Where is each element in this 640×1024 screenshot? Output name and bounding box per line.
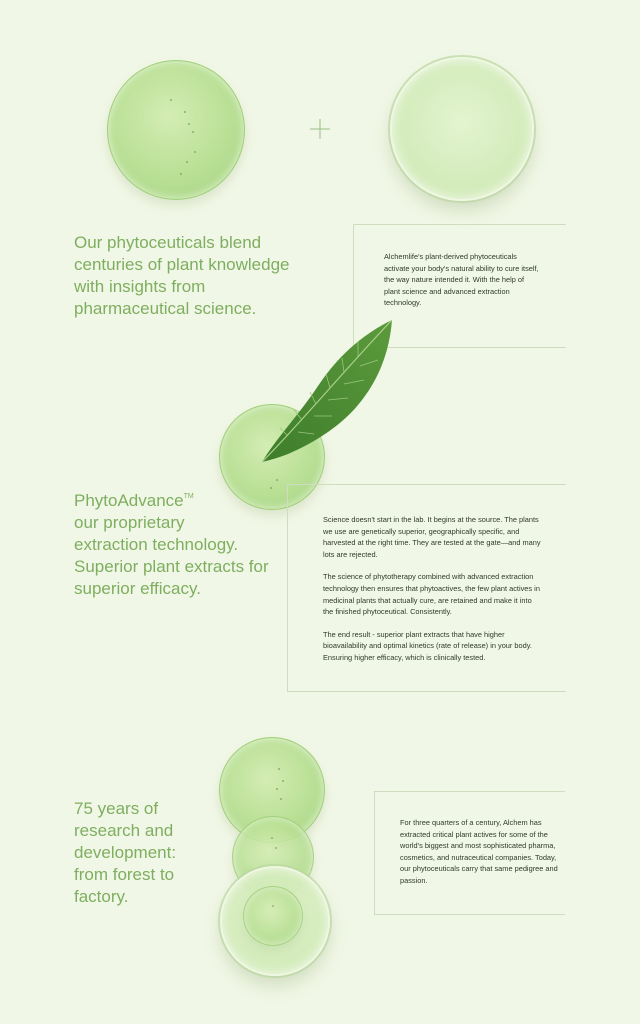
body-line: the finished phytoceutical. Consistently. — [323, 607, 452, 617]
section1-heading — [74, 232, 334, 320]
body-line: our phytoceuticals carry that same pedigree and — [400, 864, 558, 874]
heading-line: with insights from — [74, 277, 206, 296]
green-droplet-inner-image — [243, 886, 303, 946]
body-line: world's biggest and most sophisticated pharma, — [400, 841, 556, 851]
heading-line: Superior plant extracts for — [74, 557, 269, 576]
body-line: activate your body's natural ability to cure itself, — [384, 263, 539, 273]
body-line: technology. — [384, 298, 422, 308]
heading-line: research and — [74, 821, 174, 840]
body-line: the way nature intended it. With the help of — [384, 275, 525, 285]
section2-body — [323, 514, 565, 664]
trademark: TM — [183, 493, 194, 500]
heading-line: from forest to — [74, 865, 175, 884]
petri-dish-image — [390, 57, 534, 201]
brand-name: PhytoAdvance — [74, 491, 184, 510]
section3-heading — [74, 798, 214, 908]
body-line: extracted critical plant actives for some of the — [400, 829, 548, 839]
body-line: The end result - superior plant extracts that have higher — [323, 629, 505, 639]
heading-line: superior efficacy. — [74, 579, 201, 598]
body-line: lots are rejected. — [323, 549, 378, 559]
heading-line: our proprietary — [74, 513, 185, 532]
section2-heading — [74, 490, 304, 600]
heading-line — [74, 490, 304, 512]
plus-icon — [310, 119, 330, 139]
heading-line: factory. — [74, 887, 129, 906]
body-line: medicinal plants that actually cure, are retained and make it into — [323, 595, 532, 605]
heading-line: development: — [74, 843, 177, 862]
body-line: For three quarters of a century, Alchem has — [400, 818, 542, 827]
body-line: plant science and advanced extraction — [384, 286, 510, 296]
paragraph — [323, 629, 565, 664]
paragraph — [323, 571, 565, 617]
body-line: Alchemlife's plant-derived phytoceuticals — [384, 252, 517, 261]
body-line: The science of phytotherapy combined with advanced extraction — [323, 572, 534, 582]
paragraph — [323, 514, 565, 560]
heading-line: extraction technology. — [74, 535, 239, 554]
heading-line: Our phytoceuticals blend — [74, 233, 262, 252]
leaf-image — [258, 316, 398, 466]
body-line: Ensuring higher efficacy, which is clinically tested. — [323, 652, 486, 662]
heading-line: centuries of plant knowledge — [74, 255, 290, 274]
heading-line: pharmaceutical science. — [74, 299, 257, 318]
body-line: harvested at the right time. They are tested at the gate—and many — [323, 538, 541, 548]
green-droplet-image — [107, 60, 245, 200]
body-line: Science doesn't start in the lab. It begins at the source. The plants — [323, 515, 539, 524]
body-line: passion. — [400, 875, 428, 885]
body-line: technology then ensures that phytoactives, the few plant actives in — [323, 583, 540, 593]
section1-body — [384, 251, 564, 309]
body-line: we use are genetically superior, geographically specific, and — [323, 526, 520, 536]
section3-body — [400, 817, 565, 887]
body-line: cosmetics, and nutraceutical companies. Today, — [400, 852, 557, 862]
heading-line: 75 years of — [74, 799, 159, 818]
body-line: bioavailability and optimal kinetics (rate of release) in your body. — [323, 641, 532, 651]
